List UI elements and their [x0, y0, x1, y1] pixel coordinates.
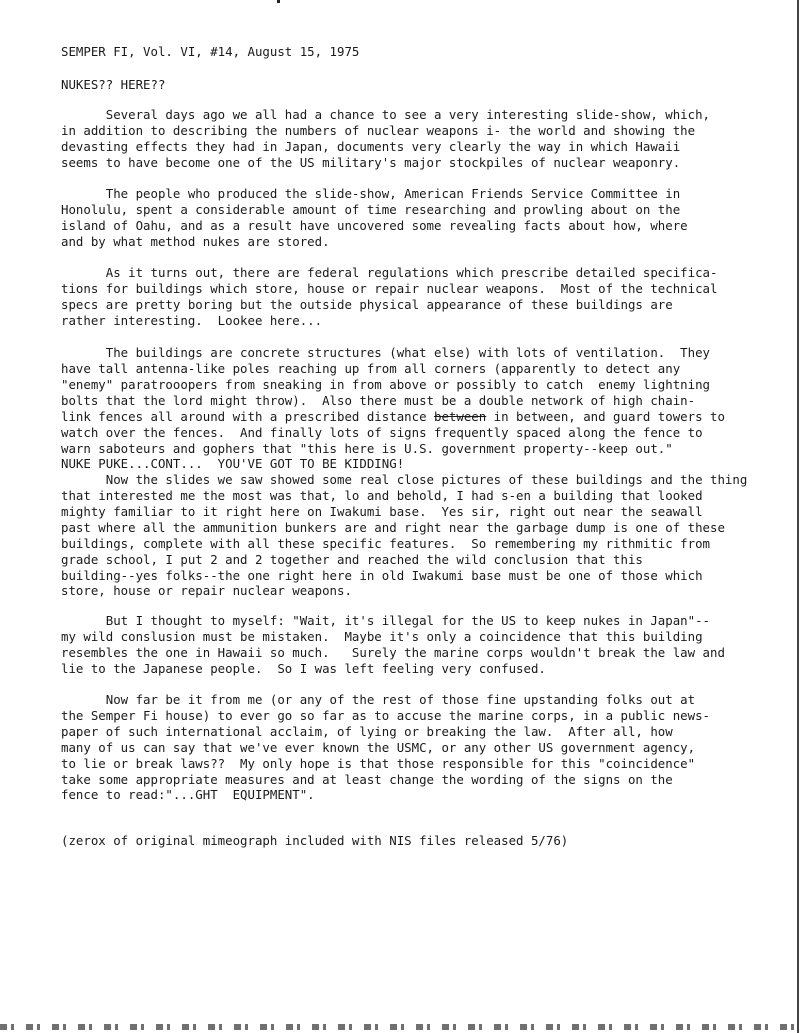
paragraph-line: lie to the Japanese people. So I was left feeling very confused.	[61, 661, 546, 676]
paragraph-line: have tall antenna-like poles reaching up from all corners (apparently to detect any	[61, 361, 681, 376]
paragraph-line: island of Oahu, and as a result have uncovered some revealing facts about how, where	[61, 218, 688, 233]
headline: NUKES?? HERE??	[61, 77, 166, 92]
paragraph-line: the Semper Fi house) to ever go so far as to accuse the marine corps, in a public news-	[61, 708, 711, 723]
paragraph-line: paper of such international acclaim, of lying or breaking the law. After all, how	[61, 724, 673, 739]
paragraph-line: store, house or repair nuclear weapons.	[61, 583, 352, 598]
text-span: in between, and guard towers to	[486, 409, 725, 424]
paragraph-line: watch over the fences. And finally lots of signs frequently spaced along the fence to	[61, 425, 703, 440]
scan-edge	[797, 0, 799, 1033]
paragraph-line: buildings, complete with all these specific features. So remembering my rithmitic from	[61, 536, 711, 551]
paragraph-line: resembles the one in Hawaii so much. Surely the marine corps wouldn't break the law and	[61, 645, 725, 660]
paragraph-line: my wild conslusion must be mistaken. Maybe it's only a coincidence that this building	[61, 629, 703, 644]
paragraph-line: that interested me the most was that, lo and behold, I had s-en a building that looked	[61, 488, 703, 503]
paragraph-line: grade school, I put 2 and 2 together and reached the wild conclusion that this	[61, 552, 643, 567]
footer-note: (zerox of original mimeograph included with NIS files released 5/76)	[61, 833, 569, 848]
paragraph-line: past where all the ammunition bunkers are and right near the garbage dump is one of these	[61, 520, 725, 535]
struck-out-word: between	[434, 409, 487, 424]
paragraph-line: The people who produced the slide-show, American Friends Service Committee in	[61, 186, 681, 201]
paragraph-line: mighty familiar to it right here on Iwakumi base. Yes sir, right out near the seawall	[61, 504, 703, 519]
paragraph-line: seems to have become one of the US military's major stockpiles of nuclear weaponry.	[61, 155, 681, 170]
paragraph-line: bolts that the lord might throw). Also there must be a double network of high chain-	[61, 393, 696, 408]
paragraph-line: Now the slides we saw showed some real close pictures of these buildings and the thing	[61, 472, 748, 487]
paragraph-line: tions for buildings which store, house or repair nuclear weapons. Most of the technical	[61, 281, 718, 296]
paragraph-line: Several days ago we all had a chance to see a very interesting slide-show, which,	[61, 107, 711, 122]
paragraph-line: Now far be it from me (or any of the rest of those fine upstanding folks out at	[61, 692, 696, 707]
paragraph-line: fence to read:"...GHT EQUIPMENT".	[61, 787, 315, 802]
paragraph-line: Honolulu, spent a considerable amount of time researching and prowling about on the	[61, 202, 681, 217]
paragraph-line: building--yes folks--the one right here in old Iwakumi base must be one of those which	[61, 568, 703, 583]
paragraph-line: As it turns out, there are federal regulations which prescribe detailed specifica-	[61, 265, 718, 280]
paragraph-line: in addition to describing the numbers of nuclear weapons i- the world and showing the	[61, 123, 696, 138]
paragraph-line: to lie or break laws?? My only hope is that those responsible for this "coincidence"	[61, 756, 696, 771]
paragraph-line: But I thought to myself: "Wait, it's illegal for the US to keep nukes in Japan"--	[61, 613, 711, 628]
paragraph-line: devasting effects they had in Japan, documents very clearly the way in which Hawaii	[61, 139, 681, 154]
paragraph-line-with-strikeout	[61, 409, 725, 425]
paragraph-line: specs are pretty boring but the outside physical appearance of these buildings are	[61, 297, 673, 312]
paragraph-line: The buildings are concrete structures (what else) with lots of ventilation. They	[61, 345, 711, 360]
text-span: link fences all around with a prescribed distance	[61, 409, 434, 424]
paragraph-line: warn saboteurs and gophers that "this here is U.S. government property--keep out."	[61, 441, 673, 456]
paragraph-line: and by what method nukes are stored.	[61, 234, 330, 249]
paragraph-line: NUKE PUKE...CONT... YOU'VE GOT TO BE KIDDING!	[61, 456, 405, 471]
paragraph-line: rather interesting. Lookee here...	[61, 313, 323, 328]
scan-bottom-edge	[0, 1024, 800, 1030]
paragraph-line: take some appropriate measures and at least change the wording of the signs on the	[61, 772, 673, 787]
paragraph-line: many of us can say that we've ever known the USMC, or any other US government agency,	[61, 740, 696, 755]
paragraph-line: "enemy" paratrooopers from sneaking in from above or possibly to catch enemy lightning	[61, 377, 711, 392]
masthead: SEMPER FI, Vol. VI, #14, August 15, 1975	[61, 44, 360, 59]
scan-speck	[277, 0, 280, 3]
